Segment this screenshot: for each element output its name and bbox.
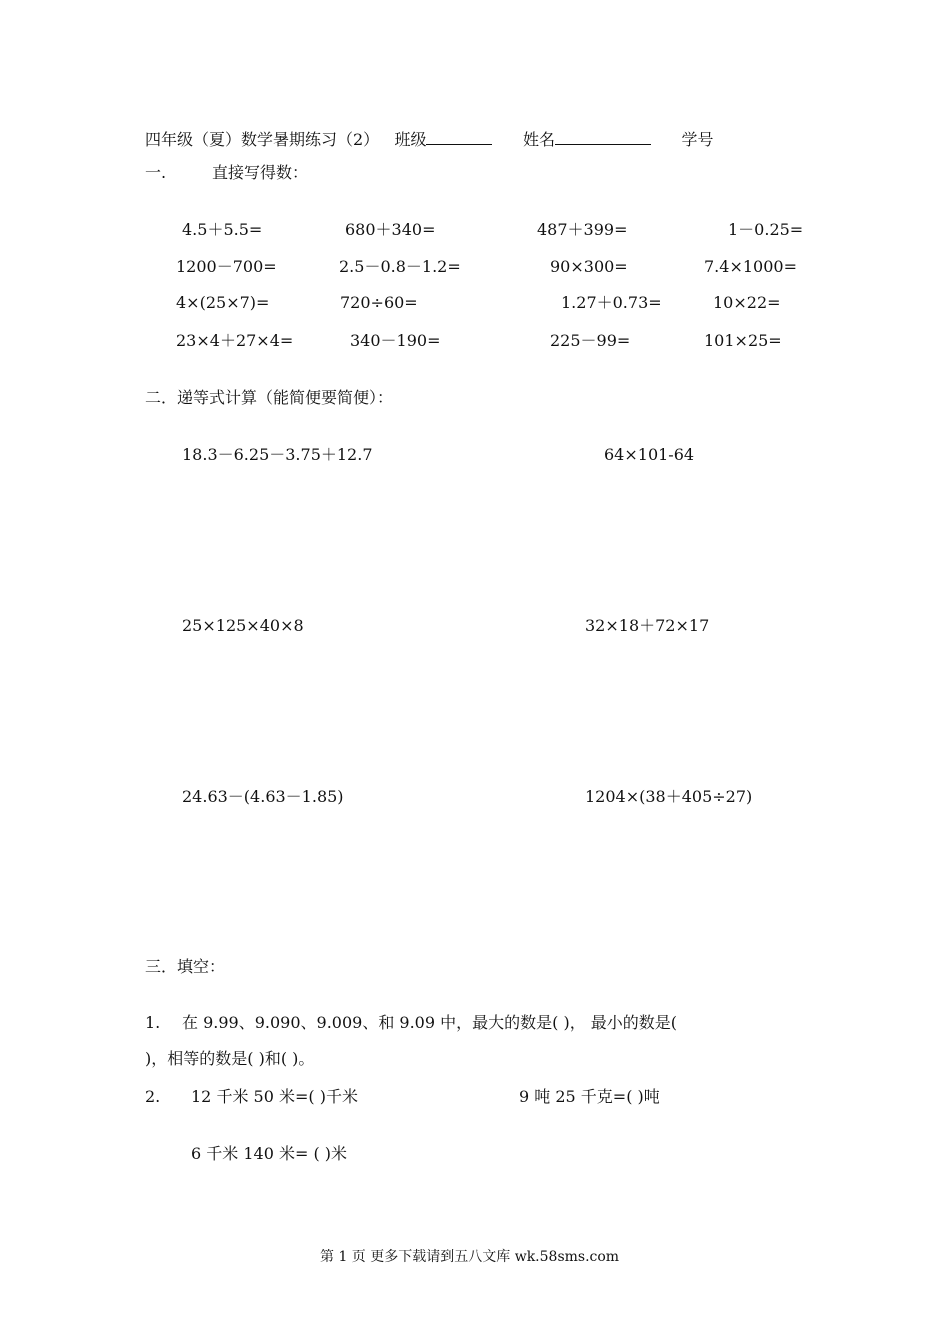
fill-q2-part-c: 6 千米 140 米= ( )米: [191, 1144, 348, 1163]
worksheet-header: [145, 128, 714, 150]
problem-3-4: 10×22=: [713, 293, 781, 312]
class-label: 班级: [394, 130, 427, 149]
class-blank[interactable]: [426, 128, 492, 145]
section2-heading: 二．递等式计算（能简便要简便）：: [145, 388, 394, 407]
problem-3-1: 4×(25×7)=: [176, 293, 270, 312]
section1-heading-num: 一.: [145, 163, 167, 182]
fill-q2-num: 2.: [145, 1087, 161, 1106]
problem-1-1: 4.5＋5.5=: [182, 220, 263, 239]
calc-problem-5: 24.63－(4.63－1.85): [182, 787, 344, 806]
problem-1-4: 1－0.25=: [728, 220, 804, 239]
fill-q1-num: 1.: [145, 1013, 161, 1032]
problem-2-4: 7.4×1000=: [704, 257, 797, 276]
calc-problem-4: 32×18＋72×17: [585, 616, 710, 635]
fill-q2-part-b: 9 吨 25 千克=( )吨: [519, 1087, 660, 1106]
problem-1-2: 680＋340=: [345, 220, 436, 239]
problem-2-1: 1200－700=: [176, 257, 277, 276]
name-blank[interactable]: [555, 128, 651, 145]
problem-3-2: 720÷60=: [340, 293, 418, 312]
problem-4-3: 225－99=: [550, 331, 631, 350]
id-label: 学号: [681, 130, 714, 149]
name-label: 姓名: [522, 130, 555, 149]
problem-3-3: 1.27＋0.73=: [561, 293, 662, 312]
calc-problem-1: 18.3－6.25－3.75＋12.7: [182, 445, 373, 464]
fill-q2-part-a: 12 千米 50 米=( )千米: [191, 1087, 358, 1106]
section1-heading: 直接写得数：: [212, 163, 309, 182]
page-footer: 第 1 页 更多下载请到五八文库 wk.58sms.com: [320, 1249, 620, 1265]
problem-4-2: 340－190=: [350, 331, 441, 350]
problem-2-2: 2.5－0.8－1.2=: [339, 257, 461, 276]
problem-4-4: 101×25=: [704, 331, 782, 350]
section3-heading: 三．填空：: [145, 957, 226, 976]
calc-problem-6: 1204×(38＋405÷27): [585, 787, 753, 806]
fill-q1-line1: 在 9.99、9.090、9.009、和 9.09 中，最大的数是( )， 最小的数是(: [182, 1013, 678, 1032]
problem-2-3: 90×300=: [550, 257, 628, 276]
calc-problem-3: 25×125×40×8: [182, 616, 304, 635]
problem-1-3: 487＋399=: [537, 220, 628, 239]
worksheet-title: 四年级（夏）数学暑期练习（2）: [145, 130, 380, 149]
fill-q1-line2: )，相等的数是( )和( )。: [145, 1049, 315, 1068]
calc-problem-2: 64×101-64: [604, 445, 695, 464]
problem-4-1: 23×4＋27×4=: [176, 331, 294, 350]
